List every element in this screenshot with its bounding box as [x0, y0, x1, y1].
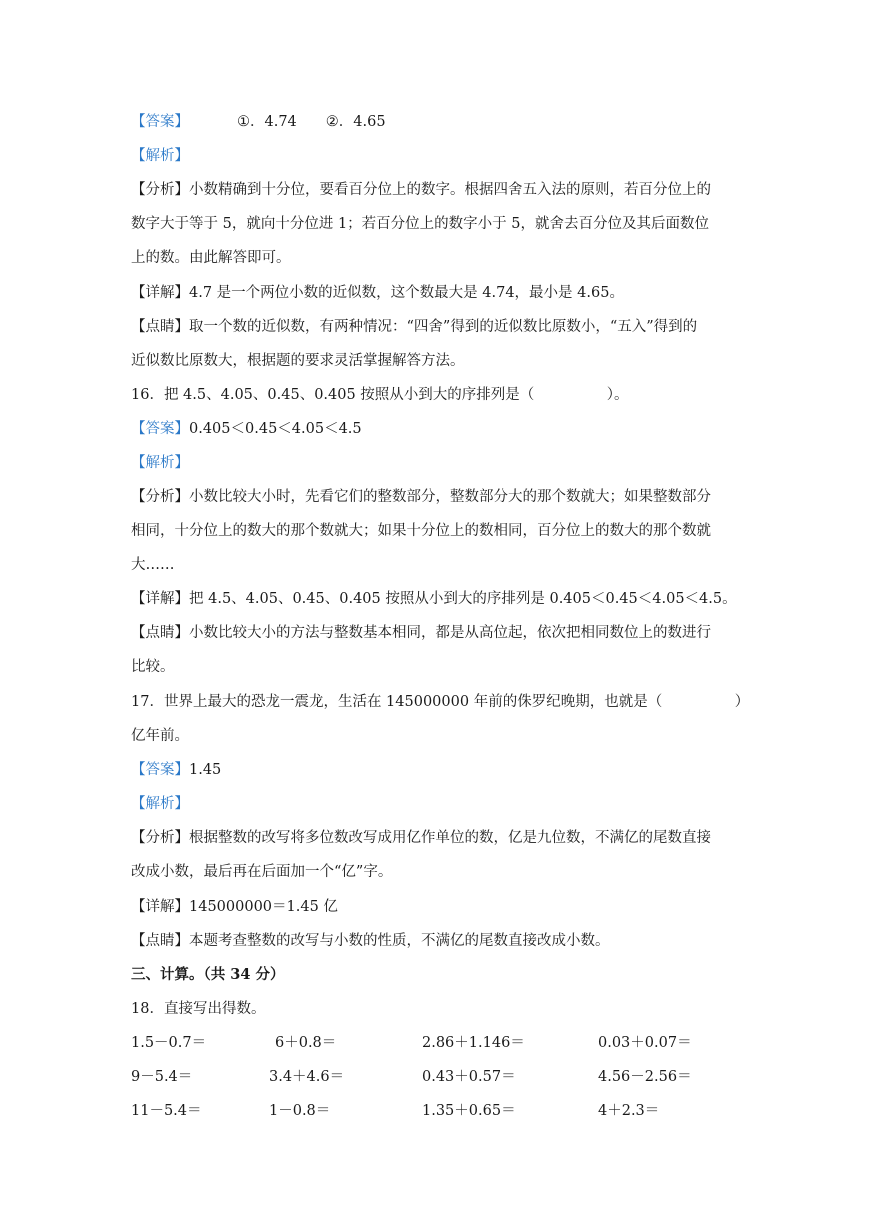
calc-cell: 4.56－2.56＝: [598, 1069, 692, 1085]
xiangjie-text: 4.7 是一个两位小数的近似数，这个数最大是 4.74，最小是 4.65。: [189, 285, 624, 301]
fenxi-text: 改成小数，最后再在后面加一个“亿”字。: [131, 864, 393, 880]
answer-tag: 【答案】: [131, 421, 189, 437]
answer-text: ①．4.74 ②．4.65: [237, 114, 386, 130]
fenxi-text: 大……: [131, 557, 175, 573]
calc-cell: 9－5.4＝: [131, 1069, 193, 1085]
q16-dianjing-line-2: [131, 657, 741, 677]
q16-dianjing-line-1: [131, 623, 741, 643]
question-text: 亿年前。: [131, 728, 189, 744]
answer-text: 1.45: [189, 762, 222, 778]
answer-tag: 【答案】: [131, 762, 189, 778]
q17-dianjing-line: [131, 931, 741, 951]
q15-fenxi-line-3: [131, 248, 741, 268]
dianjing-text: 取一个数的近似数，有两种情况：“四舍”得到的近似数比原数小，“五入”得到的: [189, 319, 698, 335]
dianjing-text: 近似数比原数大，根据题的要求灵活掌握解答方法。: [131, 353, 465, 369]
calc-cell: 6＋0.8＝: [275, 1035, 337, 1051]
xiangjie-tag: 【详解】: [131, 591, 189, 607]
q15-xiangjie-line: [131, 283, 741, 303]
calc-cell: 1－0.8＝: [269, 1103, 331, 1119]
fenxi-text: 小数精确到十分位，要看百分位上的数字。根据四舍五入法的原则，若百分位上的: [189, 182, 711, 198]
calc-cell: 0.43＋0.57＝: [422, 1069, 516, 1085]
xiangjie-tag: 【详解】: [131, 285, 189, 301]
q15-fenxi-line-1: [131, 180, 741, 200]
calc-cell: 1.35＋0.65＝: [422, 1103, 516, 1119]
xiangjie-text: 把 4.5、4.05、0.45、0.405 按照从小到大的序排列是 0.405＜0.45＜4.05＜4.5。: [189, 591, 737, 607]
q17-question-line-1: [131, 692, 750, 712]
fenxi-text: 上的数。由此解答即可。: [131, 250, 291, 266]
q16-fenxi-line-1: [131, 487, 741, 507]
calc-cell: 2.86＋1.146＝: [422, 1035, 525, 1051]
q16-question: [131, 385, 741, 405]
q15-answer-line: [131, 112, 741, 132]
calc-cell: 11－5.4＝: [131, 1103, 202, 1119]
q16-fenxi-line-2: [131, 521, 741, 541]
analysis-tag: 【解析】: [131, 455, 189, 471]
calc-cell: 0.03＋0.07＝: [598, 1035, 692, 1051]
question-text: 16．把 4.5、4.05、0.45、0.405 按照从小到大的序排列是（ ）。: [131, 387, 629, 403]
section-heading: [131, 965, 741, 985]
fenxi-tag: 【分析】: [131, 489, 189, 505]
dianjing-tag: 【点睛】: [131, 319, 189, 335]
calc-cell: 1.5－0.7＝: [131, 1035, 207, 1051]
dianjing-text: 比较。: [131, 659, 175, 675]
fenxi-tag: 【分析】: [131, 830, 189, 846]
xiangjie-text: 145000000＝1.45 亿: [189, 899, 338, 915]
q17-question-line-2: [131, 726, 741, 746]
q17-fenxi-line-2: [131, 862, 741, 882]
section-heading-text: 三、计算。（共 34 分）: [131, 966, 285, 983]
q16-fenxi-line-3: [131, 555, 741, 575]
xiangjie-tag: 【详解】: [131, 899, 189, 915]
dianjing-text: 本题考查整数的改写与小数的性质，不满亿的尾数直接改成小数。: [189, 933, 610, 949]
dianjing-text: 小数比较大小的方法与整数基本相同，都是从高位起，依次把相同数位上的数进行: [189, 625, 711, 641]
fenxi-text: 数字大于等于 5，就向十分位进 1；若百分位上的数字小于 5，就舍去百分位及其后面数位: [131, 216, 709, 232]
q17-xiangjie-line: [131, 897, 741, 917]
dianjing-tag: 【点睛】: [131, 933, 189, 949]
q15-dianjing-line-1: [131, 317, 741, 337]
analysis-tag: 【解析】: [131, 796, 189, 812]
analysis-tag: 【解析】: [131, 148, 189, 164]
q16-answer-line: [131, 419, 741, 439]
fenxi-text: 根据整数的改写将多位数改写成用亿作单位的数，亿是九位数，不满亿的尾数直接: [189, 830, 711, 846]
q17-answer-line: [131, 760, 741, 780]
fenxi-text: 相同，十分位上的数大的那个数就大；如果十分位上的数相同，百分位上的数大的那个数就: [131, 523, 711, 539]
q18-question: [131, 999, 741, 1019]
calc-cell: 3.4＋4.6＝: [269, 1069, 345, 1085]
answer-text: 0.405＜0.45＜4.05＜4.5: [189, 421, 362, 437]
q15-analysis-line: [131, 146, 741, 166]
calc-cell: 4＋2.3＝: [598, 1103, 660, 1119]
q17-fenxi-line-1: [131, 828, 741, 848]
fenxi-text: 小数比较大小时，先看它们的整数部分，整数部分大的那个数就大；如果整数部分: [189, 489, 711, 505]
q16-xiangjie-line: [131, 589, 741, 609]
q15-fenxi-line-2: [131, 214, 741, 234]
q15-dianjing-line-2: [131, 351, 741, 371]
question-text: 17．世界上最大的恐龙一震龙，生活在 145000000 年前的侏罗纪晚期，也就是（ ）: [131, 694, 750, 710]
question-text: 18．直接写出得数。: [131, 1001, 266, 1017]
q16-analysis-line: [131, 453, 741, 473]
q17-analysis-line: [131, 794, 741, 814]
answer-tag: 【答案】: [131, 114, 189, 130]
fenxi-tag: 【分析】: [131, 182, 189, 198]
dianjing-tag: 【点睛】: [131, 625, 189, 641]
